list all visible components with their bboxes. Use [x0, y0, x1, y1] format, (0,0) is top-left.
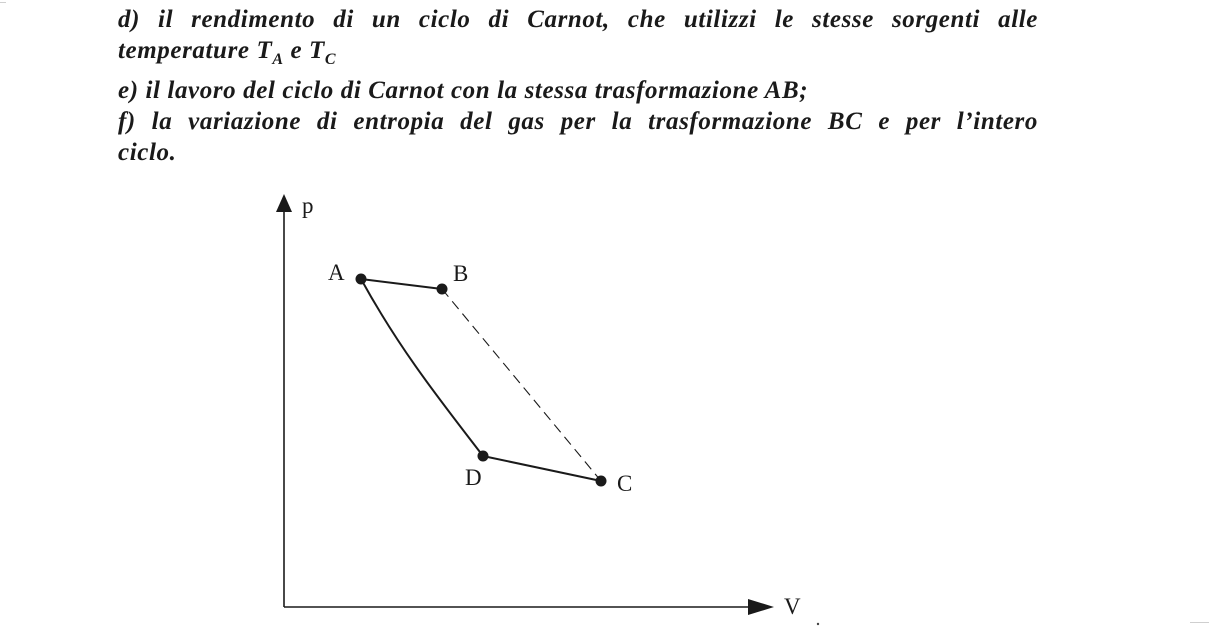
- point-a-dot: [356, 274, 367, 285]
- path-da: [361, 279, 483, 456]
- y-axis-arrowhead: [276, 194, 292, 212]
- point-b-dot: [437, 284, 448, 295]
- item-d-line1: d) il rendimento di un ciclo di Carnot, che utilizzi le stesse sorgenti alle: [118, 6, 1038, 33]
- point-b-label: B: [453, 261, 469, 286]
- item-d-temperature-word: temperature: [118, 37, 250, 64]
- temp-c-symbol: $T_C$: [309, 37, 337, 68]
- conjunction-e: e: [290, 37, 303, 64]
- y-axis-label: p: [302, 193, 314, 218]
- item-f-line1: f) la variazione di entropia del gas per la trasformazione BC e per l’intero: [118, 108, 1038, 135]
- path-cd: [483, 456, 601, 481]
- point-d-dot: [478, 451, 489, 462]
- item-f-line2: ciclo.: [118, 139, 177, 166]
- scan-speck: [817, 623, 819, 625]
- x-axis-label: V: [784, 594, 801, 619]
- path-ab: [361, 279, 442, 289]
- item-e: e) il lavoro del ciclo di Carnot con la stessa trasformazione AB;: [118, 77, 809, 104]
- x-axis-arrowhead: [748, 599, 774, 615]
- point-c-dot: [596, 476, 607, 487]
- temp-a-symbol: $T_A$: [256, 37, 284, 68]
- path-bc-dashed: [442, 289, 601, 481]
- point-d-label: D: [465, 465, 482, 490]
- point-c-label: C: [617, 471, 633, 496]
- point-a-label: A: [328, 260, 345, 285]
